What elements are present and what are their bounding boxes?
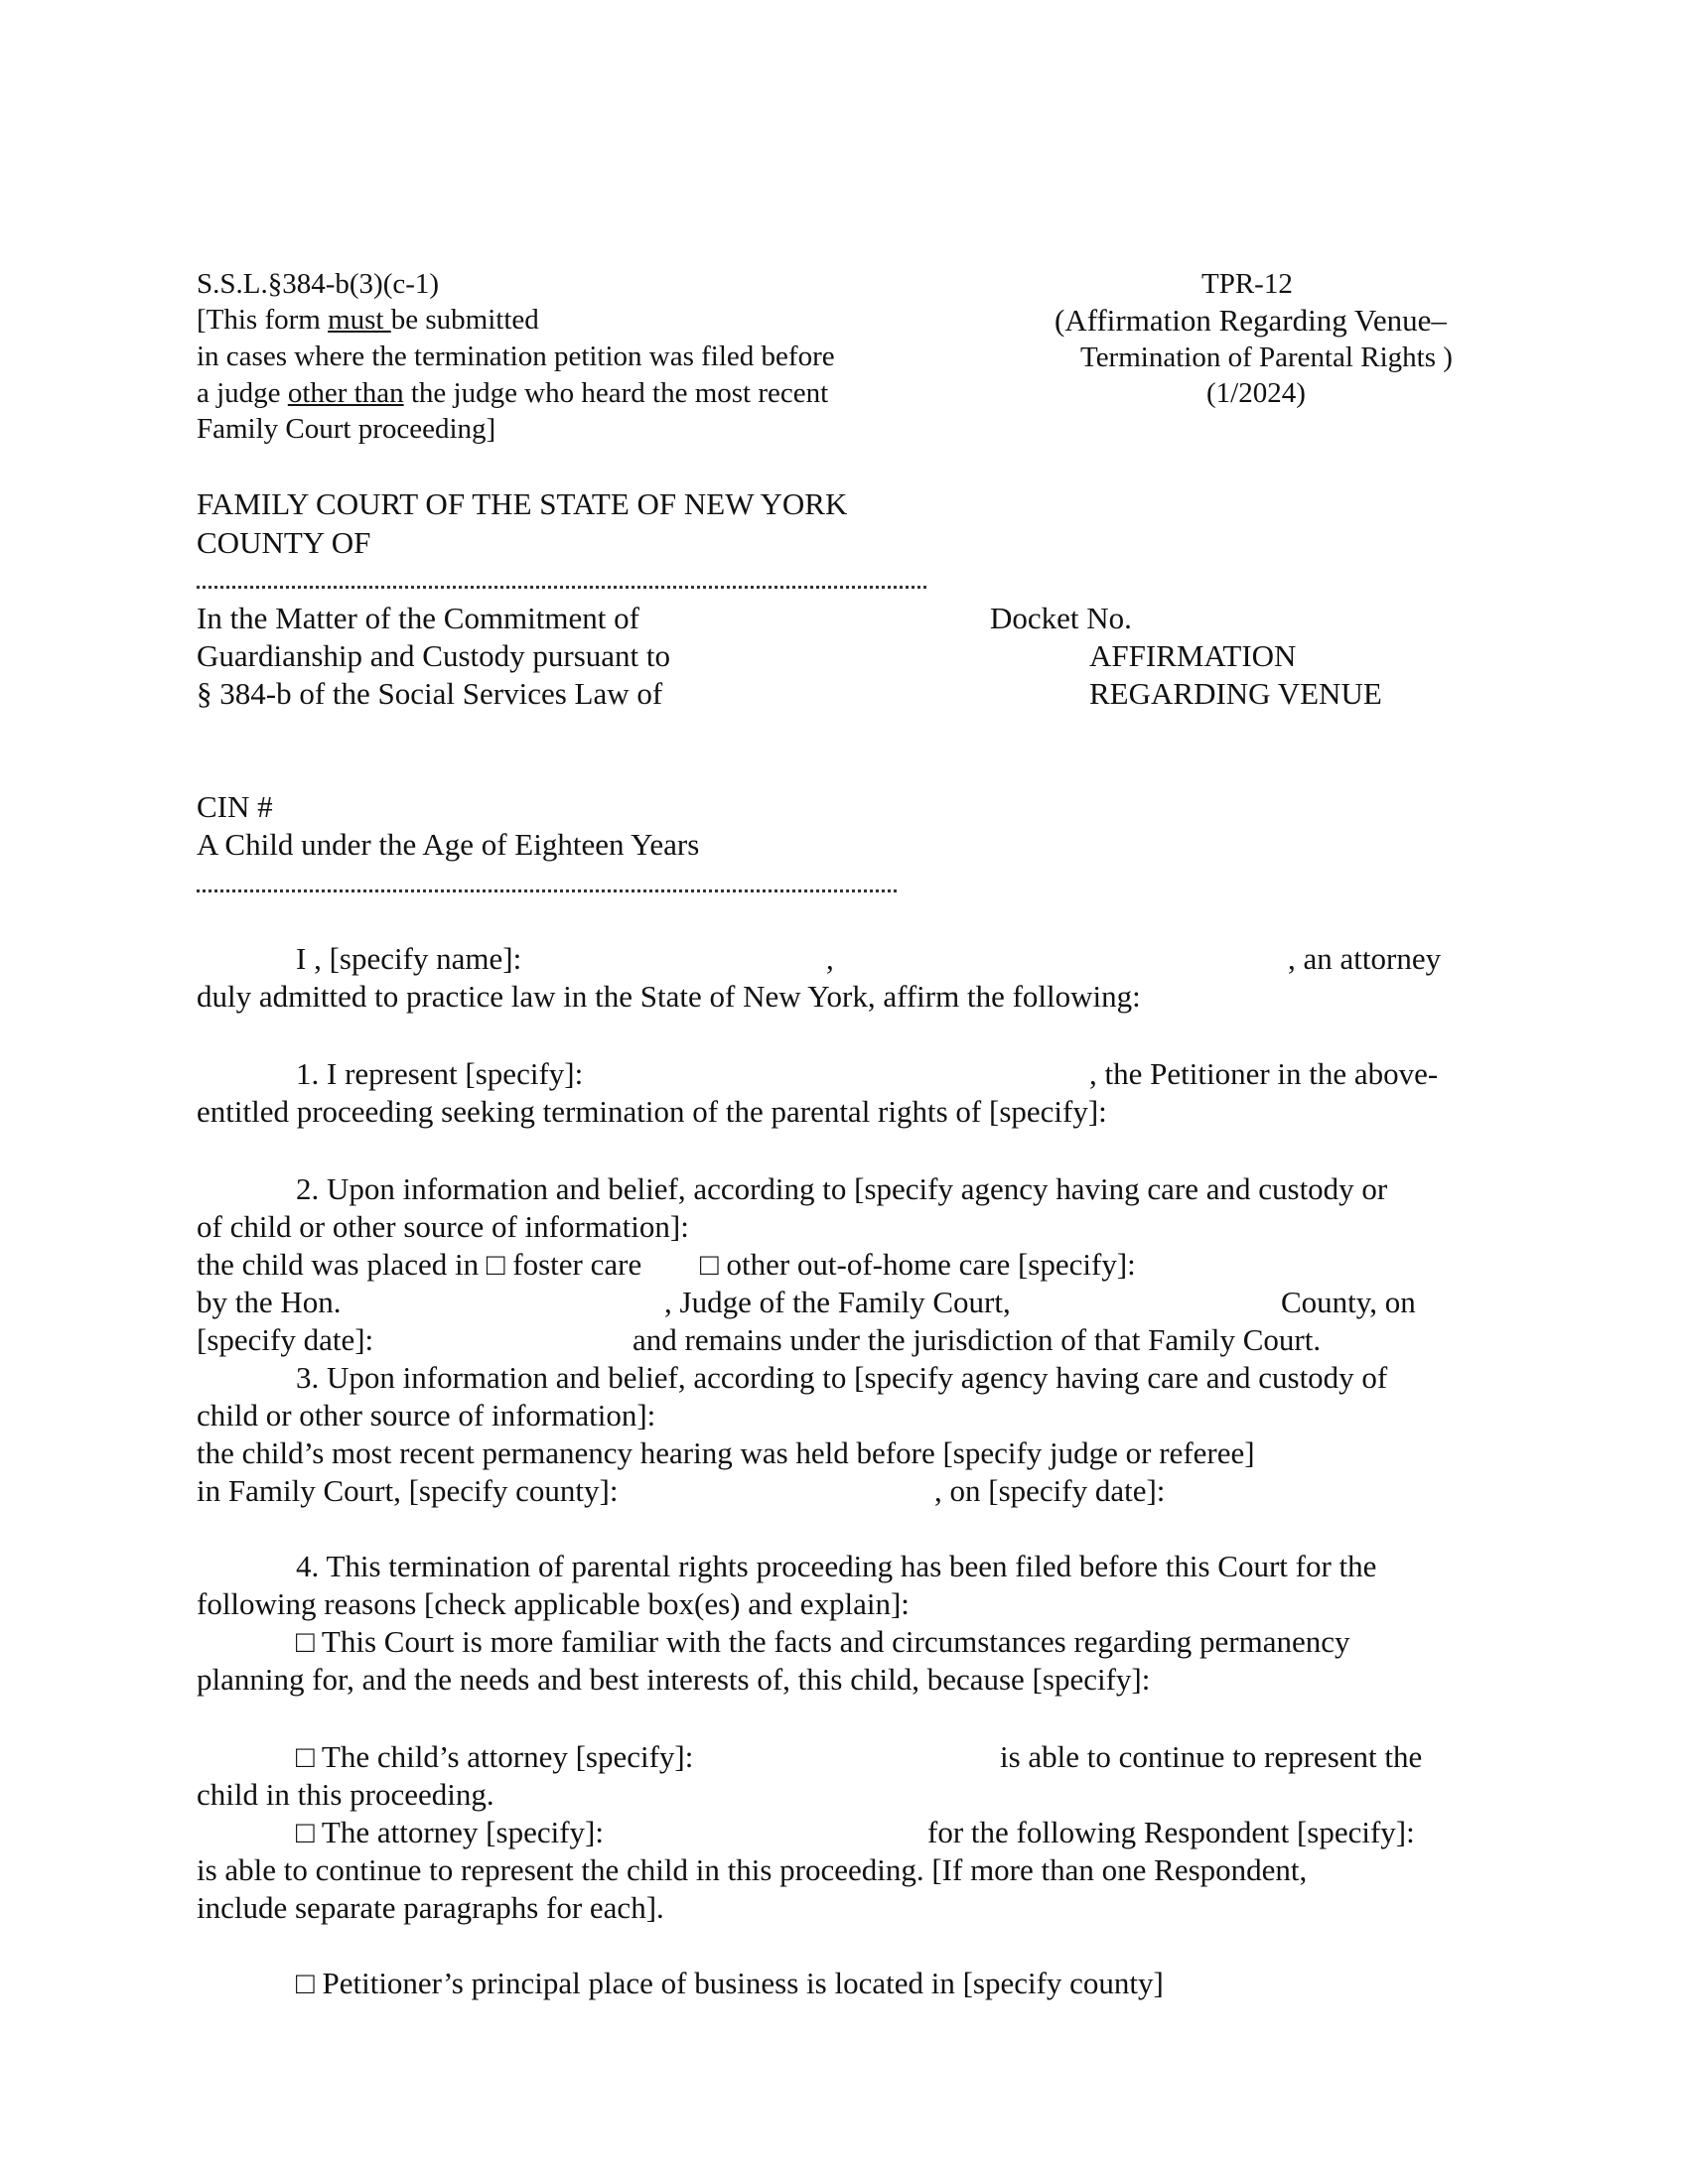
submission-note-line-4: Family Court proceeding] <box>197 413 496 445</box>
submission-note-line-3: a judge other than the judge who heard the most recent <box>197 377 829 409</box>
document-title-line-2: REGARDING VENUE <box>1089 676 1382 711</box>
form-title-line-1: (Affirmation Regarding Venue– <box>1055 303 1447 338</box>
hearing-date-label: , on [specify date]: <box>934 1473 1166 1508</box>
submission-note-line-2: in cases where the termination petition was filed before <box>197 341 835 372</box>
intro-comma: , <box>826 941 834 976</box>
reason-childs-attorney-continue: is able to continue to represent the <box>1000 1739 1423 1774</box>
emphasis-other-than: other than <box>287 377 404 409</box>
paragraph-4-line-2: following reasons [check applicable box(es) and explain]: <box>197 1586 910 1621</box>
form-title-line-2: Termination of Parental Rights ) <box>1080 341 1453 373</box>
paragraph-3-line-3: the child’s most recent permanency hearing was held before [specify judge or referee] <box>197 1435 1255 1470</box>
placement-foster-care-checkbox[interactable]: the child was placed in □ foster care <box>197 1247 642 1282</box>
intro-name-label: I , [specify name]: <box>296 941 522 976</box>
cin-label: CIN # <box>197 789 273 824</box>
placement-other-care-checkbox[interactable]: □ other out-of-home care [specify]: <box>700 1247 1136 1282</box>
county-label: COUNTY OF <box>197 525 371 560</box>
county-on-label: County, on <box>1281 1285 1416 1319</box>
jurisdiction-text: and remains under the jurisdiction of that Family Court. <box>633 1322 1322 1357</box>
paragraph-1-label: 1. I represent [specify]: <box>296 1056 584 1091</box>
docket-number-label: Docket No. <box>990 601 1132 635</box>
child-description: A Child under the Age of Eighteen Years <box>197 827 700 862</box>
reason-court-familiar-line-2: planning for, and the needs and best interests of, this child, because [specify]: <box>197 1662 1151 1697</box>
form-number: TPR-12 <box>1201 268 1293 300</box>
paragraph-1-line-2: entitled proceeding seeking termination of the parental rights of [specify]: <box>197 1094 1107 1129</box>
respondent-label: for the following Respondent [specify]: <box>927 1815 1415 1849</box>
reason-childs-attorney-checkbox[interactable]: □ The child’s attorney [specify]: <box>296 1739 694 1774</box>
matter-line-1: In the Matter of the Commitment of <box>197 601 639 635</box>
intro-line-2: duly admitted to practice law in the State of New York, affirm the following: <box>197 979 1141 1014</box>
matter-line-2: Guardianship and Custody pursuant to <box>197 638 671 673</box>
court-name: FAMILY COURT OF THE STATE OF NEW YORK <box>197 486 848 521</box>
hearing-county-label: in Family Court, [specify county]: <box>197 1473 619 1508</box>
paragraph-2-line-1: 2. Upon information and belief, according to [specify agency having care and custody or <box>296 1171 1388 1206</box>
placement-date-label: [specify date]: <box>197 1322 374 1357</box>
paragraph-1-petitioner: , the Petitioner in the above- <box>1089 1056 1439 1091</box>
intro-attorney: , an attorney <box>1288 941 1442 976</box>
reason-principal-place-checkbox[interactable]: □ Petitioner’s principal place of business is located in [specify county] <box>296 1966 1164 2000</box>
reason-respondent-attorney-checkbox[interactable]: □ The attorney [specify]: <box>296 1815 604 1849</box>
caption-divider-bottom <box>197 889 897 892</box>
judge-label: , Judge of the Family Court, <box>664 1285 1011 1319</box>
reason-childs-attorney-line-2: child in this proceeding. <box>197 1777 494 1812</box>
emphasis-must: must <box>328 304 391 336</box>
matter-line-3: § 384-b of the Social Services Law of <box>197 676 663 711</box>
submission-note-line-1: [This form must be submitted <box>197 304 539 336</box>
paragraph-2-line-2: of child or other source of information]: <box>197 1209 689 1244</box>
statute-citation: S.S.L.§384-b(3)(c-1) <box>197 268 440 300</box>
caption-divider-top <box>197 586 926 589</box>
document-title-line-1: AFFIRMATION <box>1089 638 1297 673</box>
paragraph-4-line-1: 4. This termination of parental rights proceeding has been filed before this Court for the <box>296 1549 1377 1583</box>
reason-court-familiar-checkbox[interactable]: □ This Court is more familiar with the facts and circumstances regarding permanency <box>296 1624 1350 1659</box>
reason-respondent-attorney-line-2: is able to continue to represent the child in this proceeding. [If more than one Respondent, <box>197 1852 1308 1887</box>
reason-respondent-attorney-line-3: include separate paragraphs for each]. <box>197 1890 664 1925</box>
paragraph-3-line-1: 3. Upon information and belief, according to [specify agency having care and custody of <box>296 1360 1388 1395</box>
form-date: (1/2024) <box>1206 377 1306 409</box>
hon-label: by the Hon. <box>197 1285 342 1319</box>
paragraph-3-line-2: child or other source of information]: <box>197 1398 656 1433</box>
